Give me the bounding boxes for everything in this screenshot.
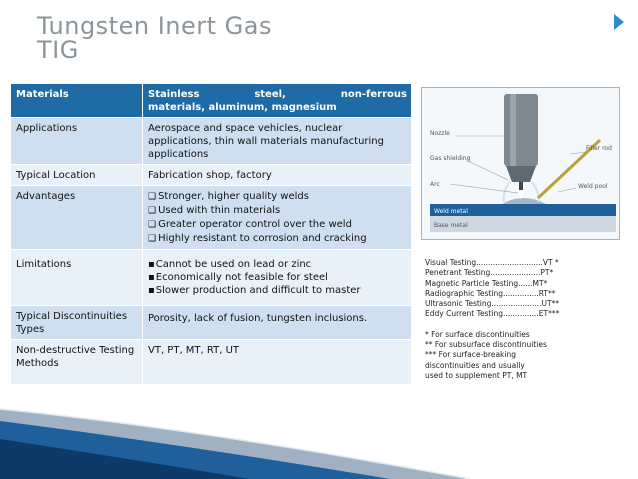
table-row: [11, 340, 412, 385]
header-label: Materials: [11, 84, 143, 118]
method-line: Penetrant Testing.....................PT*: [425, 268, 554, 278]
tig-welding-illustration: [422, 88, 619, 239]
row-value: [143, 250, 412, 306]
header-value: Stainless steel, non-ferrous materials, aluminum, magnesium: [143, 84, 412, 118]
label-filler: Filler rod: [586, 145, 612, 152]
tig-welding-diagram: [421, 87, 620, 240]
row-value: [143, 186, 412, 250]
row-label: Typical Location: [11, 165, 143, 186]
list-item: ❑ Stronger, higher quality welds: [148, 190, 407, 204]
row-label: Advantages: [11, 186, 143, 250]
table-row: [11, 118, 412, 165]
table-row: [11, 165, 412, 186]
list-item: ❑ Used with thin materials: [148, 204, 407, 218]
table-row: [11, 306, 412, 340]
legend-line: used to supplement PT, MT: [425, 370, 528, 380]
row-value: Fabrication shop, factory: [143, 165, 412, 186]
list-item: ▪ Economically not feasible for steel: [148, 271, 407, 284]
list-item: ▪ Slower production and difficult to master: [148, 284, 407, 297]
list-item: ▪ Cannot be used on lead or zinc: [148, 258, 407, 271]
materials-table: [11, 84, 412, 385]
label-base-metal: Base metal: [434, 222, 468, 229]
table-header-row: [11, 84, 412, 118]
ndt-notes: [425, 258, 625, 381]
legend-line: ** For subsurface discontinuities: [425, 340, 547, 350]
row-label: Applications: [11, 118, 143, 165]
row-value: VT, PT, MT, RT, UT: [143, 340, 412, 385]
row-label: Typical Discontinuities Types: [11, 306, 143, 340]
list-item: ❑ Highly resistant to corrosion and cracking: [148, 232, 407, 246]
method-line: Eddy Current Testing...............ET***: [425, 309, 560, 319]
list-item: ❑ Greater operator control over the weld: [148, 218, 407, 232]
row-label: Non-destructive Testing Methods: [11, 340, 143, 385]
method-line: Visual Testing............................VT *: [425, 258, 559, 267]
corner-arrow-icon: [614, 14, 624, 30]
label-weld-pool: Weld pool: [578, 183, 608, 190]
row-value: Porosity, lack of fusion, tungsten inclusions.: [143, 306, 412, 340]
legend-line: discontinuities and usually: [425, 360, 525, 370]
row-label: Limitations: [11, 250, 143, 306]
label-nozzle: Nozzle: [430, 130, 450, 137]
decorative-swoosh: [0, 389, 638, 479]
method-line: Ultrasonic Testing.....................UT**: [425, 299, 560, 309]
method-line: Magnetic Particle Testing......MT*: [425, 278, 548, 288]
title-line-1: Tungsten Inert Gas: [37, 12, 272, 40]
method-line: Radiographic Testing...............RT**: [425, 288, 556, 298]
title-line-2: TIG: [37, 36, 79, 64]
label-weld-metal: Weld metal: [434, 208, 468, 215]
legend-line: *** For surface-breaking: [425, 350, 516, 360]
row-value: Aerospace and space vehicles, nuclear applications, thin wall materials manufacturing applications: [143, 118, 412, 165]
slide-title: [37, 14, 272, 62]
label-gas: Gas shielding: [430, 155, 471, 162]
table-row: [11, 186, 412, 250]
label-arc: Arc: [430, 181, 440, 188]
table-row: [11, 250, 412, 306]
legend-line: * For surface discontinuities: [425, 329, 530, 339]
